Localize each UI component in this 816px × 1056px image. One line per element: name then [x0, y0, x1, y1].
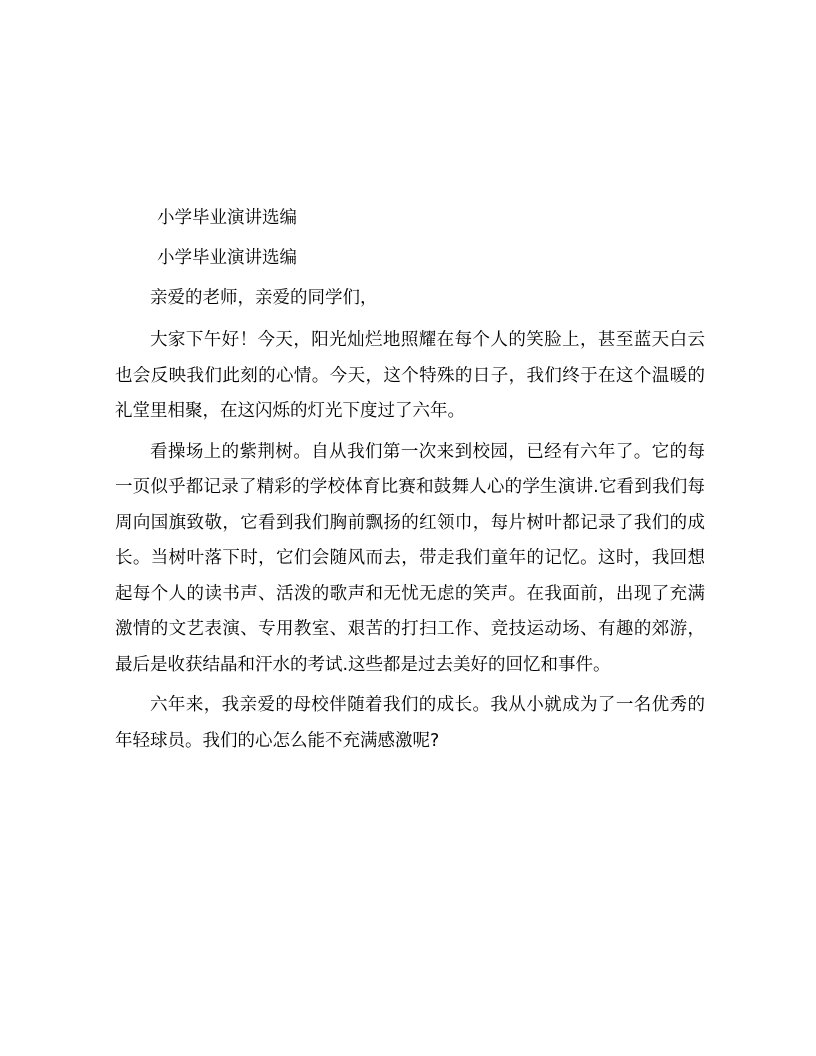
document-title: 小学毕业演讲选编	[157, 208, 297, 228]
paragraph-memories: 看操场上的紫荆树。自从我们第一次来到校园，已经有六年了。它的每一页似乎都记录了精彩的学校体育比赛和鼓舞人心的学生演讲.它看到我们每周向国旗致敬，它看到我们胸前飘扬的红领巾，每片树叶都记录了我们的成长。当树叶落下时，它们会随风而去，带走我们童年的记忆。这时，我回想起每个人的读书声、活泼的歌声和无忧无虑的笑声。在我面前，出现了充满激情的文艺表演、专用教室、艰苦的打扫工作、竞技运动场、有趣的郊游，最后是收获结晶和汗水的考试.这些都是过去美好的回忆和事件。	[115, 441, 705, 675]
document-subtitle: 小学毕业演讲选编	[157, 248, 297, 268]
paragraph-greeting: 大家下午好！今天，阳光灿烂地照耀在每个人的笑脸上，甚至蓝天白云也会反映我们此刻的心情。今天，这个特殊的日子，我们终于在这个温暖的礼堂里相聚，在这闪烁的灯光下度过了六年。	[115, 330, 705, 421]
document-body	[115, 198, 705, 759]
paragraph-gratitude: 六年来，我亲爱的母校伴随着我们的成长。我从小就成为了一名优秀的年轻球员。我们的心怎么能不充满感激呢?	[115, 695, 705, 751]
salutation: 亲爱的老师，亲爱的同学们，	[150, 288, 378, 308]
